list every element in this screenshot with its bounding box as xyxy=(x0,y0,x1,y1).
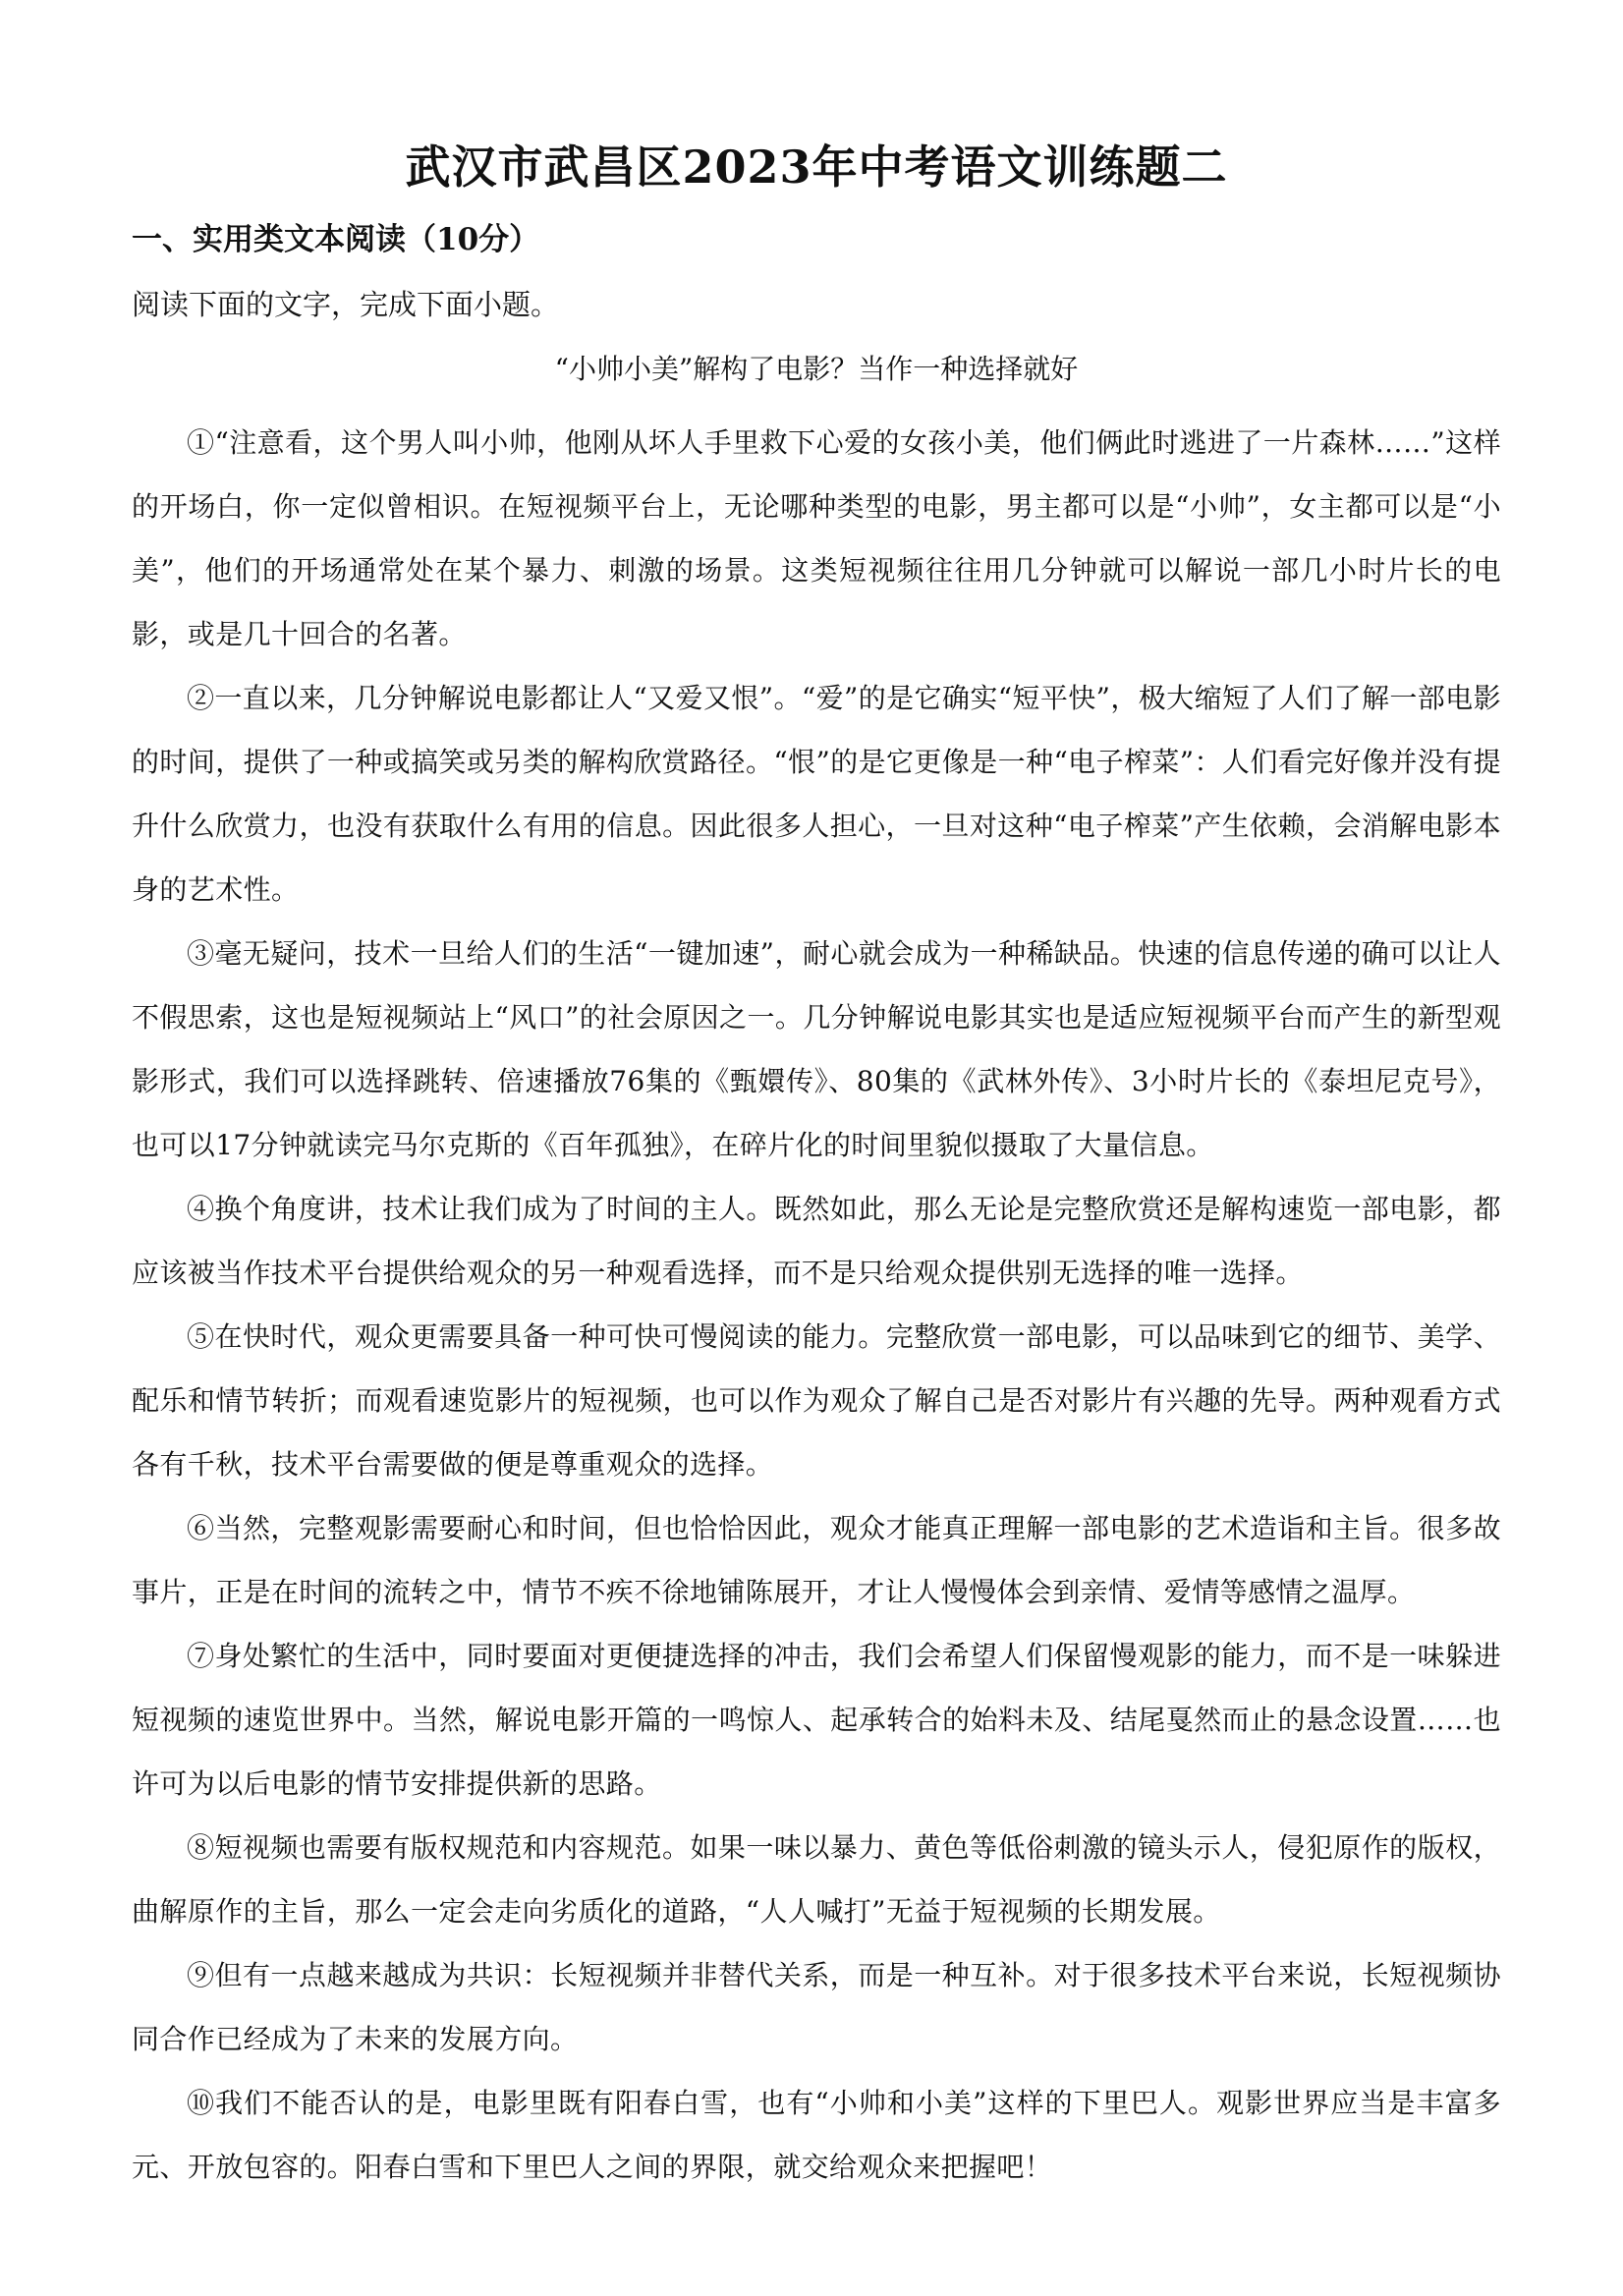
paragraph-6: ⑥当然，完整观影需要耐心和时间，但也恰恰因此，观众才能真正理解一部电影的艺术造诣和主旨。很多故事片，正是在时间的流转之中，情节不疾不徐地铺陈展开，才让人慢慢体会到亲情、爱情等感情之温厚。 xyxy=(132,1512,1501,1608)
section-heading: 一、实用类文本阅读（10分） xyxy=(132,222,540,257)
reading-instruction: 阅读下面的文字，完成下面小题。 xyxy=(132,288,560,321)
article-body xyxy=(132,411,1501,2199)
article-title: “小帅小美”解构了电影？当作一种选择就好 xyxy=(554,353,1079,385)
paragraph-8: ⑧短视频也需要有版权规范和内容规范。如果一味以暴力、黄色等低俗刺激的镜头示人，侵犯原作的版权，曲解原作的主旨，那么一定会走向劣质化的道路，“人人喊打”无益于短视频的长期发展。 xyxy=(132,1831,1501,1928)
paragraph-10: ⑩我们不能否认的是，电影里既有阳春白雪，也有“小帅和小美”这样的下里巴人。观影世界应当是丰富多元、开放包容的。阳春白雪和下里巴人之间的界限，就交给观众来把握吧！ xyxy=(132,2087,1501,2183)
paragraph-3: ③毫无疑问，技术一旦给人们的生活“一键加速”，耐心就会成为一种稀缺品。快速的信息传递的确可以让人不假思索，这也是短视频站上“风口”的社会原因之一。几分钟解说电影其实也是适应短视频平台而产生的新型观影形式，我们可以选择跳转、倍速播放76集的《甄嬛传》、80集的《武林外传》、3小时片长的《泰坦尼克号》，也可以17分钟就读完马尔克斯的《百年孤独》，在碎片化的时间里貌似摄取了大量信息。 xyxy=(132,937,1501,1161)
exam-title: 武汉市武昌区2023年中考语文训练题二 xyxy=(405,140,1228,194)
paragraph-1: ①“注意看，这个男人叫小帅，他刚从坏人手里救下心爱的女孩小美，他们俩此时逃进了一片森林……”这样的开场白，你一定似曾相识。在短视频平台上，无论哪种类型的电影，男主都可以是“小帅”，女主都可以是“小美”，他们的开场通常处在某个暴力、刺激的场景。这类短视频往往用几分钟就可以解说一部几小时片长的电影，或是几十回合的名著。 xyxy=(132,426,1501,650)
paragraph-7: ⑦身处繁忙的生活中，同时要面对更便捷选择的冲击，我们会希望人们保留慢观影的能力，而不是一味躲进短视频的速览世界中。当然，解说电影开篇的一鸣惊人、起承转合的始料未及、结尾戛然而止的悬念设置……也许可为以后电影的情节安排提供新的思路。 xyxy=(132,1640,1501,1800)
paragraph-5: ⑤在快时代，观众更需要具备一种可快可慢阅读的能力。完整欣赏一部电影，可以品味到它的细节、美学、配乐和情节转折；而观看速览影片的短视频，也可以作为观众了解自己是否对影片有兴趣的先导。两种观看方式各有千秋，技术平台需要做的便是尊重观众的选择。 xyxy=(132,1320,1501,1481)
paragraph-9: ⑨但有一点越来越成为共识：长短视频并非替代关系，而是一种互补。对于很多技术平台来说，长短视频协同合作已经成为了未来的发展方向。 xyxy=(132,1959,1501,2055)
paragraph-4: ④换个角度讲，技术让我们成为了时间的主人。既然如此，那么无论是完整欣赏还是解构速览一部电影，都应该被当作技术平台提供给观众的另一种观看选择，而不是只给观众提供别无选择的唯一选择。 xyxy=(132,1193,1501,1289)
paragraph-2: ②一直以来，几分钟解说电影都让人“又爱又恨”。“爱”的是它确实“短平快”，极大缩短了人们了解一部电影的时间，提供了一种或搞笑或另类的解构欣赏路径。“恨”的是它更像是一种“电子榨菜”：人们看完好像并没有提升什么欣赏力，也没有获取什么有用的信息。因此很多人担心，一旦对这种“电子榨菜”产生依赖，会消解电影本身的艺术性。 xyxy=(132,682,1501,906)
